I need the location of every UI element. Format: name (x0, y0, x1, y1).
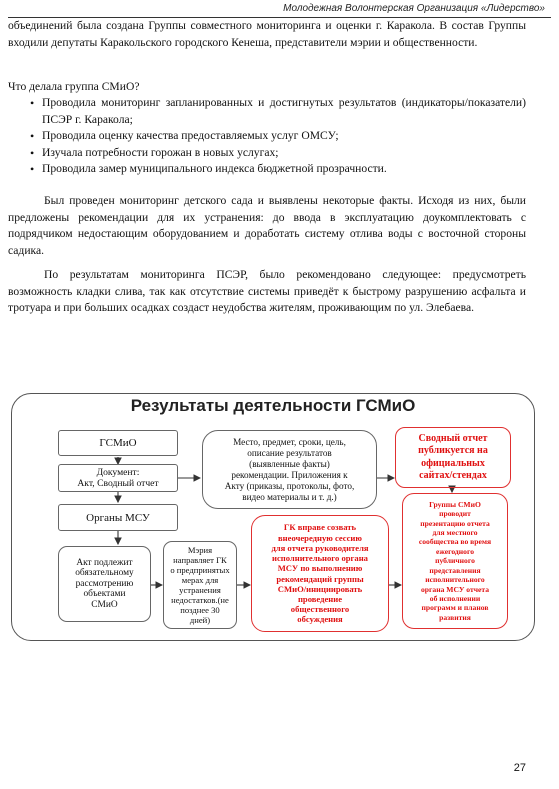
document-box (58, 464, 178, 492)
running-header: Молодежная Волонтерская Организация «Лидерство» (283, 3, 545, 14)
bullet-list (8, 95, 526, 178)
organs-msu-box (58, 504, 178, 531)
act-contents-label: Место, предмет, сроки, цель, описание результатов (выявленные факты) рекомендации. Приложения к Акту (приказы, протоколы, фото, видео материалы и т. д.) (224, 436, 355, 502)
list-item: • Изучала потребности горожан в новых услугах; (8, 145, 526, 162)
paragraph-1: объединений была создана Группы совместного мониторинга и оценки г. Каракола. В состав Группы входили депутаты Каракольского городского Кенеша, представители мэрии и общественности. (8, 19, 526, 49)
organs-msu-label: Органы МСУ (86, 511, 150, 524)
paragraph-2: Был проведен мониторинг детского сада и выявлены некоторые факты. Исходя из них, были предложены рекомендации для их устранения: до ввода в эксплуатацию доукомплектовать с подрядчиком недостающим оборудованием и доработать систему отлива воды с восточной стороны садика. (8, 194, 526, 257)
act-review-label: Акт подлежит обязательному рассмотрению объектами СМиО (75, 557, 134, 610)
summary-report-label: Сводный отчет публикуется на официальных сайтах/стендах (418, 432, 488, 481)
mayor-label: Мэрия направляет ГК о предпринятых мерах для устранения недостатков.(не позднее 30 дней) (170, 545, 230, 625)
paragraph-3: По результатам мониторинга ПСЭР, было рекомендовано следующее: предусмотреть возможность кладки слива, так как отсутствие системы приведёт к быстрому разрушению асфальта и тротуара и при больших осадках создаст неудобства жителям, проживающим по ул. Элебаева. (8, 268, 526, 315)
city-council-box (251, 515, 389, 632)
presentation-box (402, 493, 508, 629)
gsmio-label: ГСМиО (99, 437, 137, 449)
list-item: • Проводила оценку качества предоставляемых услуг ОМСУ; (8, 128, 526, 145)
summary-report-box (395, 427, 511, 488)
act-contents-box (202, 430, 377, 509)
mayor-box (163, 541, 237, 629)
page-number: 27 (513, 762, 526, 774)
presentation-label: Группы СМиО проводит презентацию отчета для местного сообщества во время ежегодного публичного представления исполнительного органа МСУ отчета об исполнении программ и планов развития (418, 499, 492, 622)
act-review-box (58, 546, 151, 622)
gsmio-box (58, 430, 178, 456)
list-item: • Проводила мониторинг запланированных и достигнутых результатов (индикаторы/показатели) ПСЭР г. Каракола; (8, 95, 526, 128)
question-line: Что делала группа СМиО? (8, 80, 140, 93)
diagram-title: Результаты деятельности ГСМиО (130, 396, 416, 415)
document-label: Документ: Акт, Сводный отчет (77, 467, 159, 489)
results-diagram (11, 393, 535, 641)
city-council-label: ГК вправе созвать внеочередную сессию для отчета руководителя исполнительного органа МСУ по выполнению рекомендаций группы СМиО/инициировать проведение общественного обсуждения (271, 522, 369, 625)
list-item: • Проводила замер муниципального индекса бюджетной прозрачности. (8, 161, 526, 178)
